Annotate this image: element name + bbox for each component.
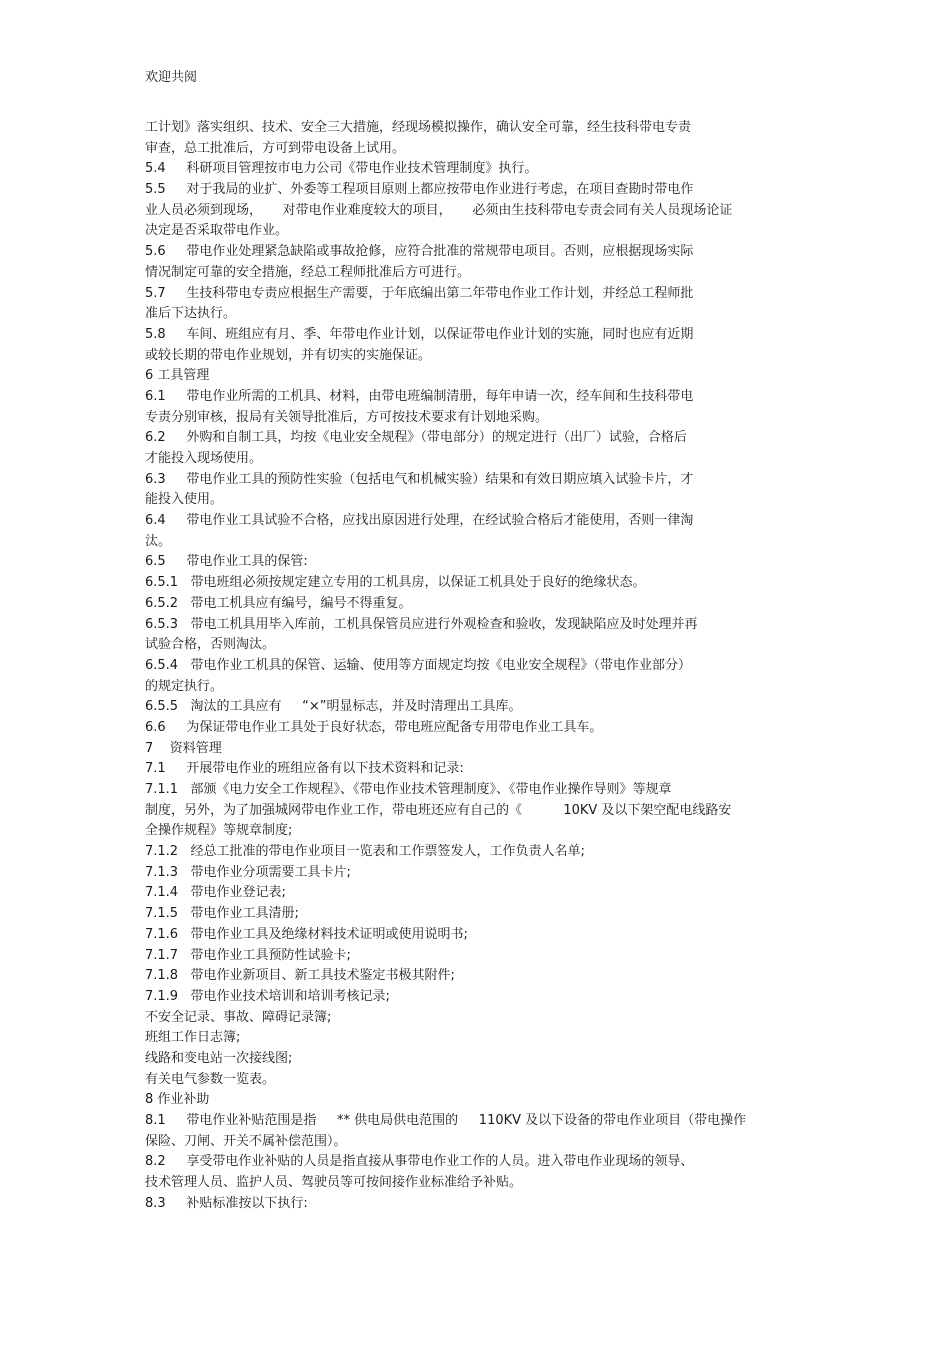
text-line: 6 工具管理 [145,368,210,384]
text-line: 决定是否采取带电作业。 [145,223,289,239]
document-body [145,118,805,1214]
text-line: 6.6 为保证带电作业工具处于良好状态，带电班应配备专用带电作业工具车。 [145,719,603,735]
text-line: 7.1.7 带电作业工具预防性试验卡; [145,947,351,963]
text-line: 7.1 开展带电作业的班组应备有以下技术资料和记录: [145,761,464,777]
text-line: 或较长期的带电作业规划，并有切实的实施保证。 [145,347,432,363]
text-line: 的规定执行。 [145,678,224,694]
text-line: 7.1.9 带电作业技术培训和培训考核记录; [145,988,390,1004]
text-line: 6.5.1 带电班组必须按规定建立专用的工机具房，以保证工机具处于良好的绝缘状态。 [145,575,646,591]
text-line: 审查，总工批准后，方可到带电设备上试用。 [145,140,406,156]
page-header: 欢迎共阅 [145,70,198,85]
text-line: 5.7 生技科带电专责应根据生产需要，于年底编出第二年带电作业工作计划，并经总工程师批 [145,285,694,301]
text-line: 7.1.6 带电作业工具及绝缘材料技术证明或使用说明书; [145,926,468,942]
text-line: 全操作规程》等规章制度; [145,823,293,839]
text-line: 6.5.2 带电工机具应有编号，编号不得重复。 [145,595,412,611]
text-line: 技术管理人员、监护人员、驾驶员等可按间接作业标准给予补贴。 [145,1175,523,1191]
text-line: 7.1.2 经总工批准的带电作业项目一览表和工作票签发人，工作负责人名单; [145,844,585,860]
text-line: 7 资料管理 [145,740,222,756]
text-line: 有关电气参数一览表。 [145,1071,276,1087]
text-line: 班组工作日志簿; [145,1030,241,1046]
text-line: 业人员必须到现场， 对带电作业难度较大的项目， 必须由生技科带电专责会同有关人员现场论证 [145,202,733,218]
text-line: 保险、刀闸、开关不属补偿范围）。 [145,1133,347,1149]
text-line: 5.4 科研项目管理按市电力公司《带电作业技术管理制度》执行。 [145,161,538,177]
text-line: 5.5 对于我局的业扩、外委等工程项目原则上都应按带电作业进行考虑，在项目查勘时带电作 [145,182,694,198]
text-line: 6.2 外购和自制工具，均按《电业安全规程》（带电部分）的规定进行（出厂）试验，合格后 [145,430,687,446]
text-line: 汰。 [145,533,172,549]
text-line: 7.1.4 带电作业登记表; [145,885,286,901]
text-line: 8 作业补助 [145,1092,210,1108]
text-line: 制度，另外，为了加强城网带电作业工作，带电班还应有自己的《 10KV 及以下架空配电线路安 [145,802,732,818]
text-line: 6.1 带电作业所需的工机具、材料，由带电班编制清册，每年申请一次，经车间和生技科带电 [145,388,694,404]
text-line: 6.5.5 淘汰的工具应有 “×”明显标志，并及时清理出工具库。 [145,699,522,715]
text-line: 工计划》落实组织、技术、安全三大措施，经现场模拟操作，确认安全可靠，经生技科带电专责 [145,120,692,135]
text-line: 6.5.4 带电作业工机具的保管、运输、使用等方面规定均按《电业安全规程》（带电作业部分） [145,657,691,673]
text-line: 7.1.5 带电作业工具清册; [145,906,299,922]
text-line: 8.2 享受带电作业补贴的人员是指直接从事带电作业工作的人员。进入带电作业现场的领导、 [145,1154,694,1170]
text-line: 能投入使用。 [145,492,224,508]
text-line: 才能投入现场使用。 [145,451,263,466]
text-line: 试验合格，否则淘汰。 [145,637,276,653]
text-line: 情况制定可靠的安全措施，经总工程师批准后方可进行。 [145,264,471,280]
text-line: 6.5 带电作业工具的保管: [145,554,308,570]
text-line: 6.5.3 带电工机具用毕入库前，工机具保管员应进行外观检查和验收，发现缺陷应及时处理并再 [145,616,698,632]
text-line: 6.3 带电作业工具的预防性实验（包括电气和机械实验）结果和有效日期应填入试验卡片，才 [145,471,694,487]
text-line: 7.1.8 带电作业新项目、新工具技术鉴定书极其附件; [145,968,455,984]
text-line: 7.1.3 带电作业分项需要工具卡片; [145,864,351,880]
text-line: 准后下达执行。 [145,306,237,322]
text-line: 7.1.1 部颁《电力安全工作规程》、《带电作业技术管理制度》、《带电作业操作导则》等规章 [145,782,672,797]
text-line: 专责分别审核，报局有关领导批准后，方可按技术要求有计划地采购。 [145,409,549,425]
text-line: 8.3 补贴标准按以下执行: [145,1195,308,1211]
text-line: 5.8 车间、班组应有月、季、年带电作业计划，以保证带电作业计划的实施，同时也应有近期 [145,326,694,342]
text-line: 8.1 带电作业补贴范围是指 ** 供电局供电范围的 110KV 及以下设备的带电作业项目（带电操作 [145,1113,747,1128]
text-line: 5.6 带电作业处理紧急缺陷或事故抢修，应符合批准的常规带电项目。否则，应根据现场实际 [145,244,694,260]
text-line: 6.4 带电作业工具试验不合格，应找出原因进行处理，在经试验合格后才能使用，否则一律淘 [145,513,694,529]
text-line: 不安全记录、事故、障碍记录簿; [145,1009,332,1025]
text-line: 线路和变电站一次接线图; [145,1050,293,1066]
